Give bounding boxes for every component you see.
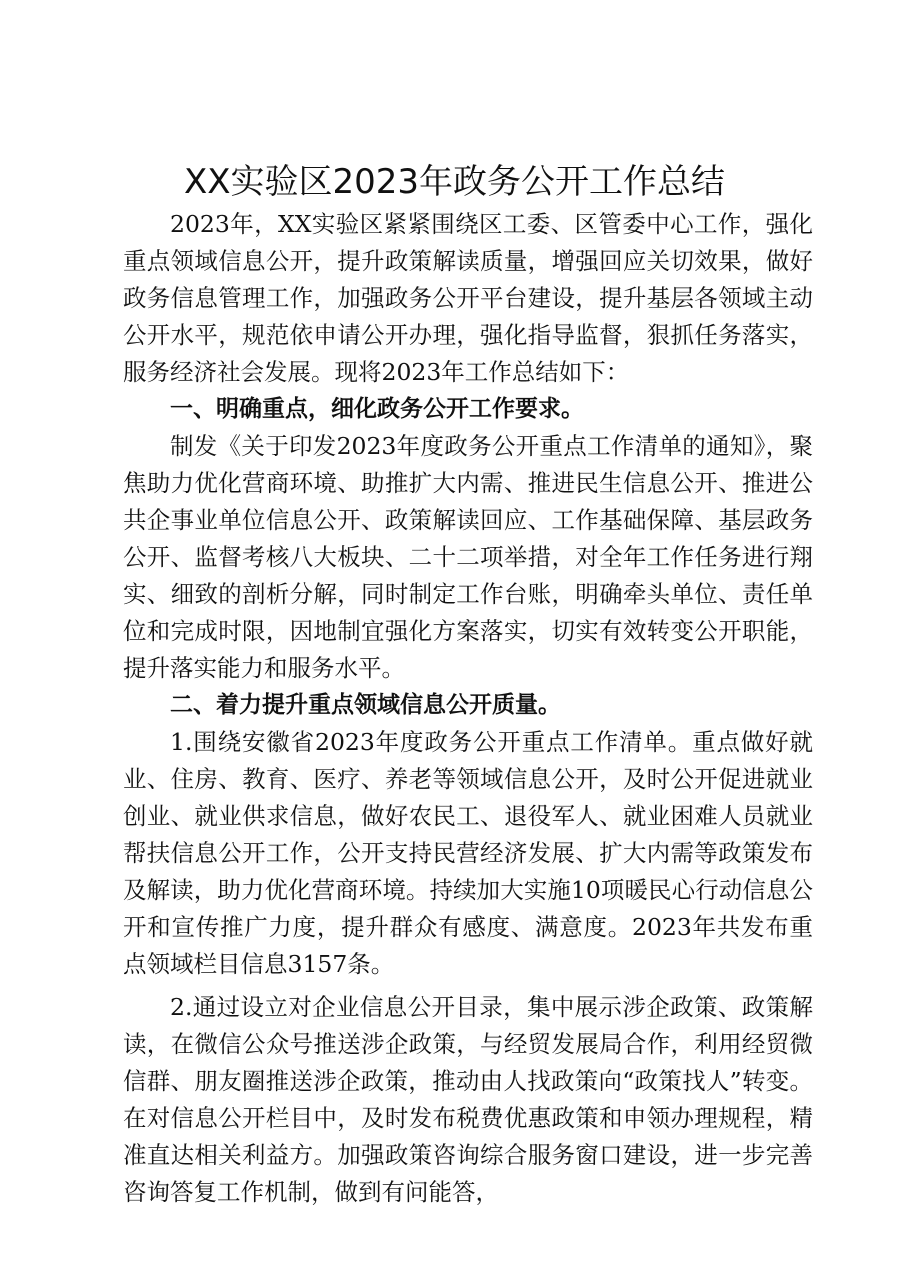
section-1-heading: 一、明确重点，细化政务公开工作要求。 bbox=[170, 396, 584, 422]
section-1-paragraph: 制发《关于印发2023年度政务公开重点工作清单的通知》，聚焦助力优化营商环境、助推扩大内需、推进民生信息公开、推进公共企事业单位信息公开、政策解读回应、工作基础保障、基层政务公开、监督考核八大板块、二十二项举措，对全年工作任务进行翔实、细致的剖析分解，同时制定工作台账，明确牵头单位、责任单位和完成时限，因地制宜强化方案落实，切实有效转变公开职能，提升落实能力和服务水平。 bbox=[123, 432, 813, 682]
document-body bbox=[123, 206, 813, 1211]
section-2-paragraph-2: 2.通过设立对企业信息公开目录，集中展示涉企政策、政策解读，在微信公众号推送涉企政策，与经贸发展局合作，利用经贸微信群、朋友圈推送涉企政策，推动由人找政策向“政策找人”转变。在对信息公开栏目中，及时发布税费优惠政策和申领办理规程，精准直达相关利益方。加强政策咨询综合服务窗口建设，进一步完善咨询答复工作机制，做到有问能答， bbox=[123, 993, 813, 1206]
intro-paragraph: 2023年，XX实验区紧紧围绕区工委、区管委中心工作，强化重点领域信息公开，提升政策解读质量，增强回应关切效果，做好政务信息管理工作，加强政务公开平台建设，提升基层各领域主动公开水平，规范依申请公开办理，强化指导监督，狠抓任务落实，服务经济社会发展。现将2023年工作总结如下： bbox=[123, 210, 813, 386]
section-2-heading: 二、着力提升重点领域信息公开质量。 bbox=[170, 692, 561, 718]
document-title: XX实验区2023年政务公开工作总结 bbox=[183, 162, 726, 202]
section-2-paragraph-1: 1.围绕安徽省2023年度政务公开重点工作清单。重点做好就业、住房、教育、医疗、养老等领域信息公开，及时公开促进就业创业、就业供求信息，做好农民工、退役军人、就业困难人员就业帮扶信息公开工作，公开支持民营经济发展、扩大内需等政策发布及解读，助力优化营商环境。持续加大实施10项暖民心行动信息公开和宣传推广力度，提升群众有感度、满意度。2023年共发布重点领域栏目信息3157条。 bbox=[123, 728, 813, 978]
